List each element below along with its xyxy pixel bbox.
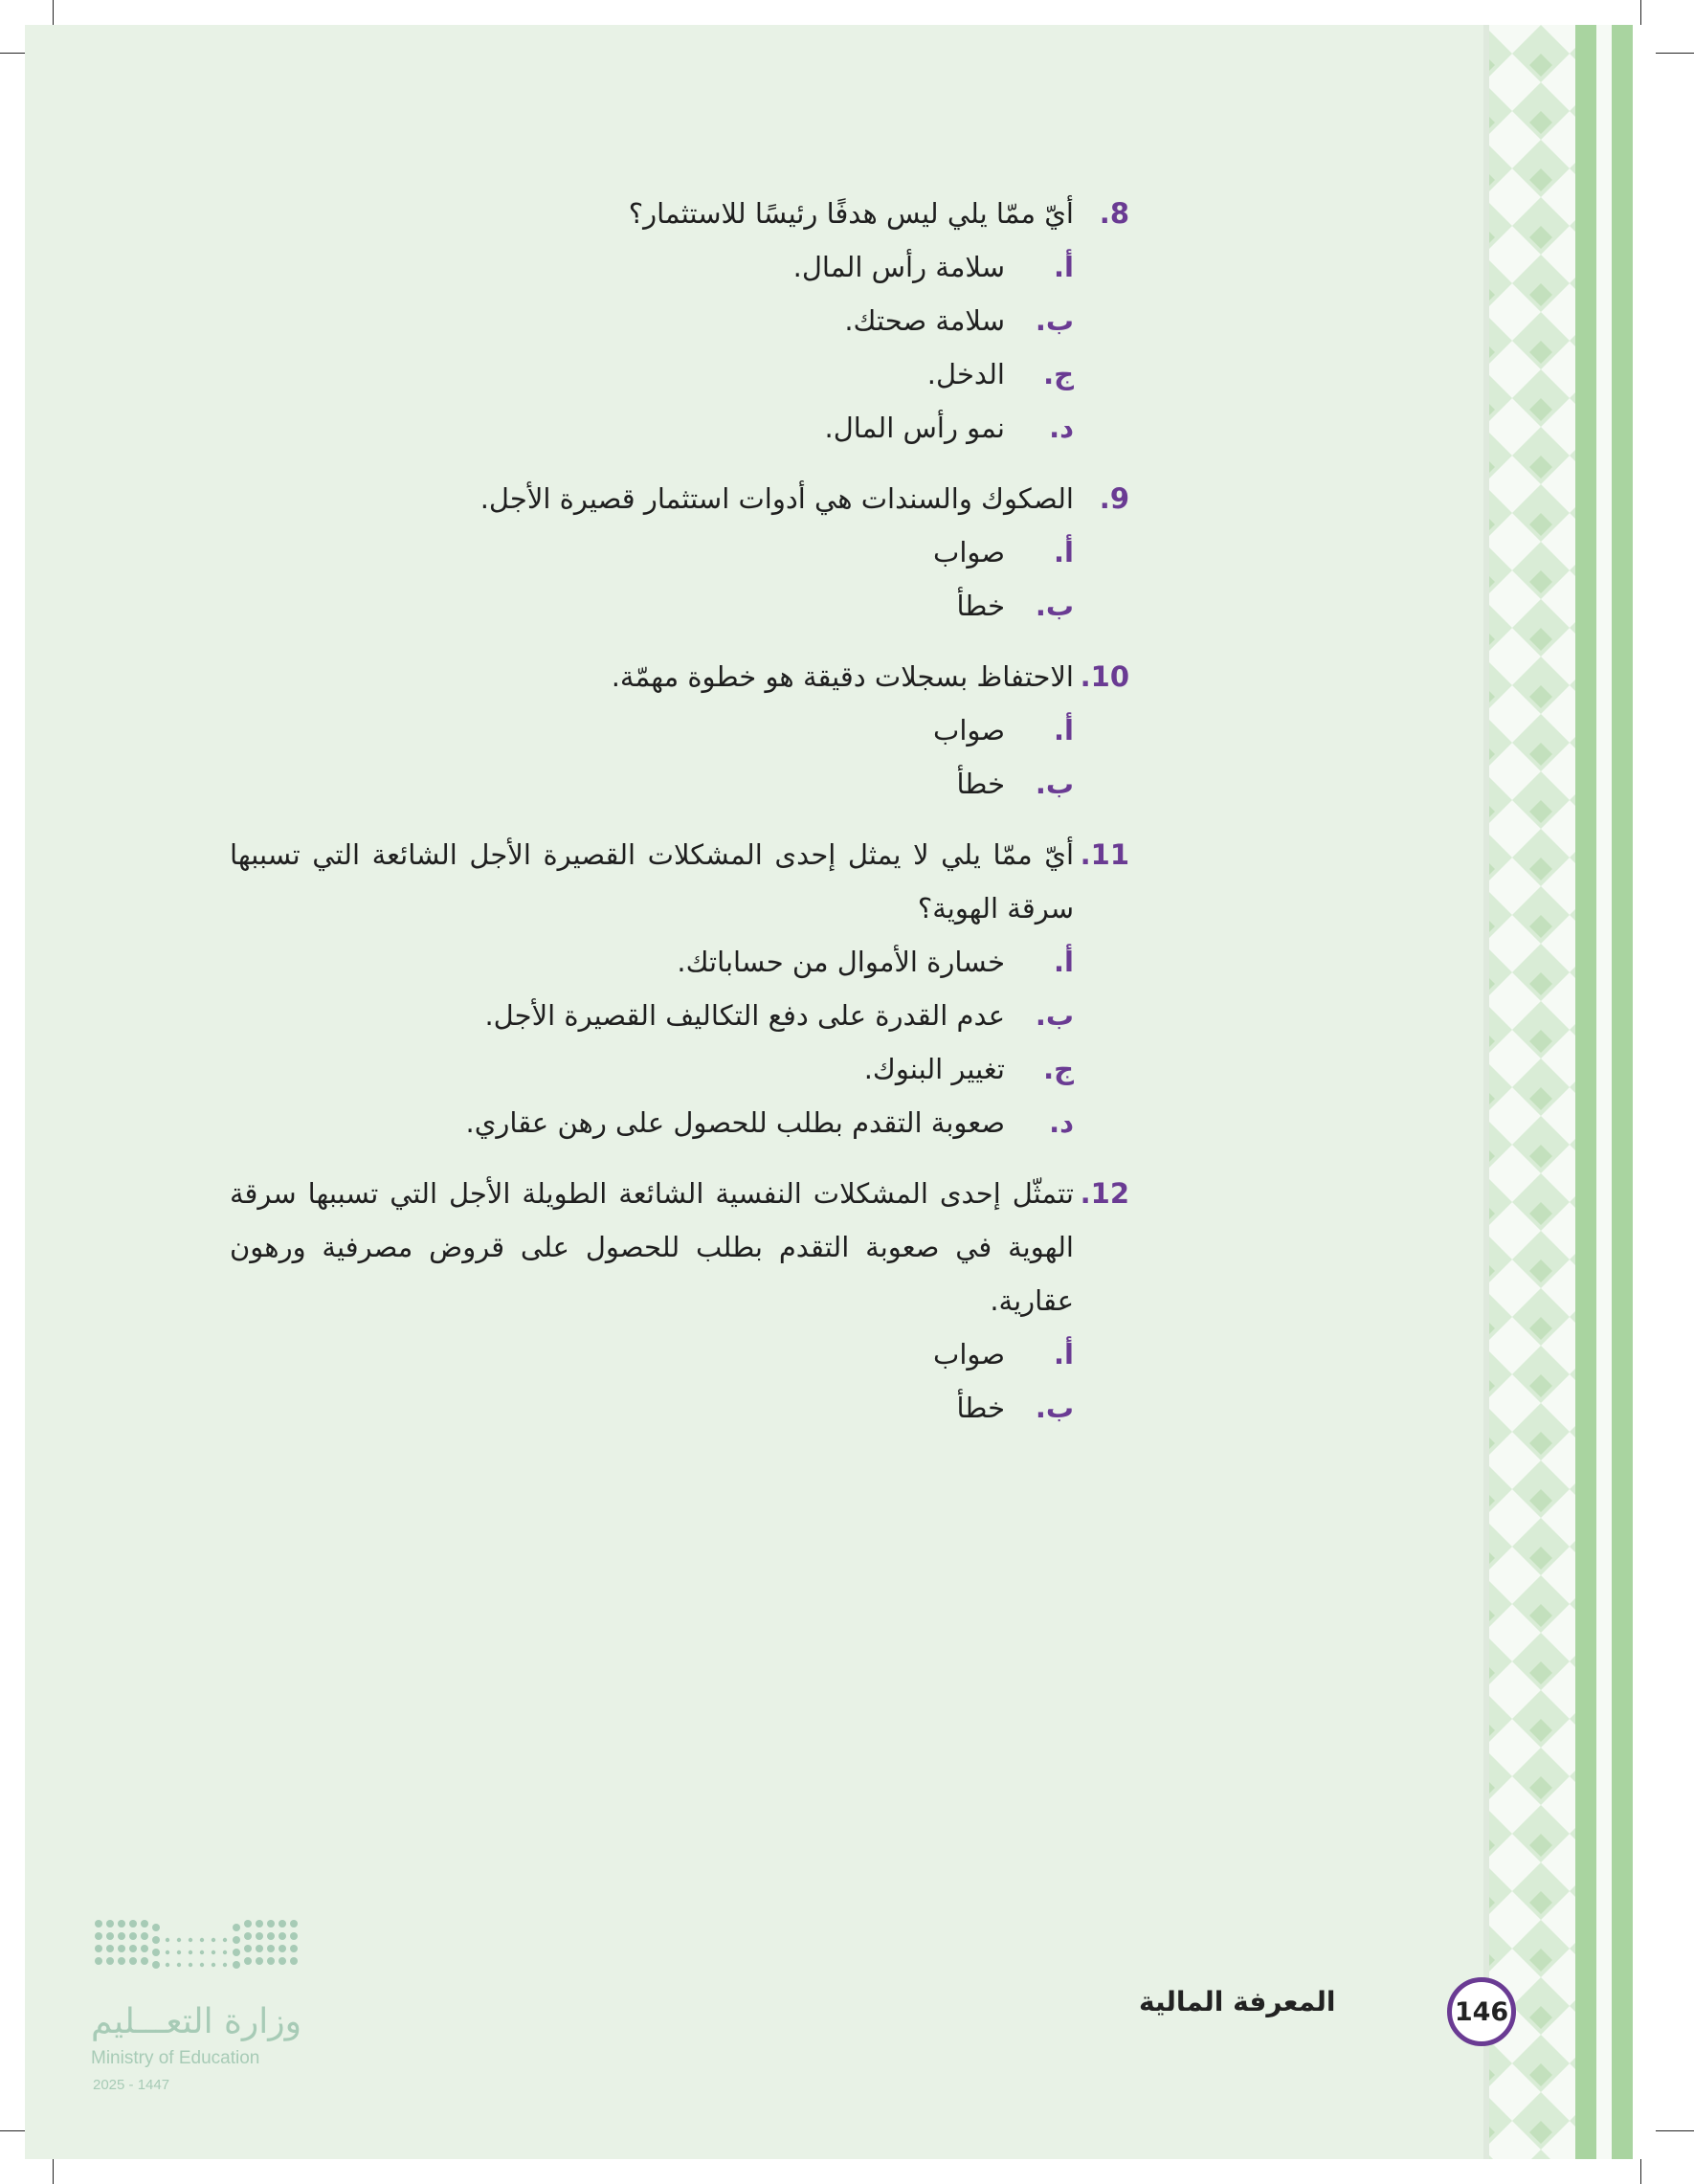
answer-option — [230, 757, 1129, 811]
question-number: 8. — [1099, 197, 1129, 230]
option-text: نمو رأس المال. — [824, 412, 1005, 444]
question-text: الصكوك والسندات هي أدوات استثمار قصيرة الأجل. — [479, 482, 1074, 515]
option-text: خسارة الأموال من حساباتك. — [677, 946, 1005, 978]
decorative-border — [1483, 25, 1656, 2159]
dots-logo-icon — [91, 1914, 301, 1981]
option-letter: أ. — [1054, 536, 1074, 568]
answer-option — [230, 579, 1129, 633]
question-number: 11. — [1080, 838, 1129, 871]
option-letter: ب. — [1035, 768, 1074, 800]
ministry-logo — [91, 1914, 311, 2093]
answer-option — [230, 935, 1129, 989]
option-text: عدم القدرة على دفع التكاليف القصيرة الأجل. — [484, 999, 1005, 1032]
answer-option — [230, 1381, 1129, 1435]
option-letter: ب. — [1035, 1392, 1074, 1424]
question-text: الاحتفاظ بسجلات دقيقة هو خطوة مهمّة. — [611, 660, 1074, 693]
logo-year-text: 2025 - 1447 — [93, 2077, 170, 2093]
answer-option — [230, 1096, 1129, 1149]
answer-option — [230, 401, 1129, 455]
question-8 — [230, 187, 1129, 455]
crop-mark — [1656, 2130, 1694, 2131]
option-text: صواب — [933, 536, 1005, 568]
zigzag-pattern-icon — [1483, 25, 1656, 2159]
option-letter: ج. — [1043, 1053, 1074, 1085]
option-text: خطأ — [956, 1392, 1005, 1424]
option-letter: ب. — [1035, 304, 1074, 337]
answer-option — [230, 1042, 1129, 1096]
question-text: أيّ ممّا يلي لا يمثل إحدى المشكلات القصيرة الأجل الشائعة التي تسببها سرقة الهوية؟ — [230, 838, 1074, 925]
crop-mark — [1656, 53, 1694, 54]
option-letter: أ. — [1054, 714, 1074, 747]
logo-arabic-text: وزارة التعـــليم — [91, 2002, 302, 2041]
answer-option — [230, 703, 1129, 757]
answer-option — [230, 989, 1129, 1042]
answer-option — [230, 525, 1129, 579]
question-11 — [230, 828, 1129, 1149]
question-12 — [230, 1167, 1129, 1435]
option-text: سلامة صحتك. — [844, 304, 1005, 337]
book-title: المعرفة المالية — [1139, 1986, 1336, 2017]
answer-option — [230, 294, 1129, 347]
option-text: خطأ — [956, 768, 1005, 800]
question-9 — [230, 472, 1129, 633]
question-text: أيّ ممّا يلي ليس هدفًا رئيسًا للاستثمار؟ — [628, 197, 1074, 230]
option-text: سلامة رأس المال. — [792, 251, 1005, 283]
option-text: خطأ — [956, 590, 1005, 622]
option-text: صواب — [933, 714, 1005, 747]
question-10 — [230, 650, 1129, 811]
option-letter: د. — [1049, 1106, 1074, 1139]
answer-option — [230, 1327, 1129, 1381]
questions-list — [230, 187, 1129, 1452]
option-letter: د. — [1049, 412, 1074, 444]
page-number: 146 — [1447, 1977, 1516, 2046]
answer-option — [230, 240, 1129, 294]
option-letter: ج. — [1043, 358, 1074, 390]
question-text: تتمثّل إحدى المشكلات النفسية الشائعة الطويلة الأجل التي تسببها سرقة الهوية في صعوبة التقدم بطلب للحصول على قروض مصرفية ورهون عقارية. — [230, 1177, 1074, 1317]
question-number: 10. — [1080, 660, 1129, 693]
option-text: الدخل. — [926, 358, 1005, 390]
option-letter: ب. — [1035, 590, 1074, 622]
question-number: 12. — [1080, 1177, 1129, 1210]
option-letter: أ. — [1054, 251, 1074, 283]
logo-english-text: Ministry of Education — [91, 2048, 260, 2068]
option-text: تغيير البنوك. — [863, 1053, 1005, 1085]
option-letter: ب. — [1035, 999, 1074, 1032]
answer-option — [230, 347, 1129, 401]
question-number: 9. — [1099, 482, 1129, 515]
option-letter: أ. — [1054, 946, 1074, 978]
option-letter: أ. — [1054, 1338, 1074, 1371]
option-text: صعوبة التقدم بطلب للحصول على رهن عقاري. — [465, 1106, 1005, 1139]
option-text: صواب — [933, 1338, 1005, 1371]
